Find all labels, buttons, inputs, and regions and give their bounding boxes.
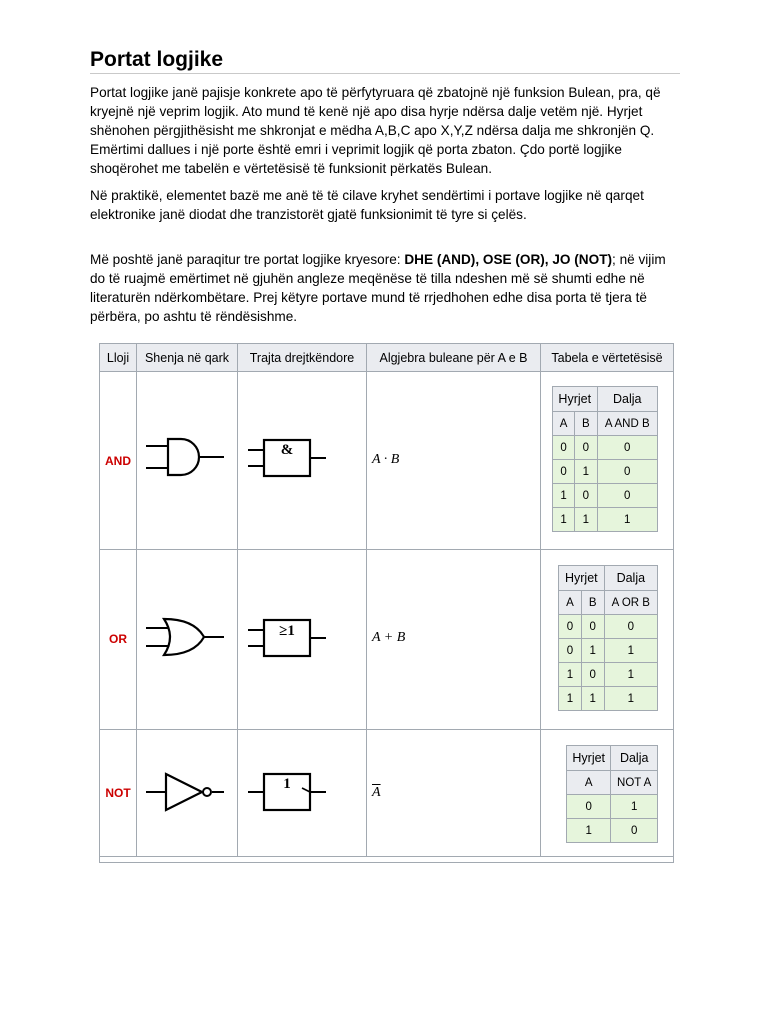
truth-col-out: A OR B [604,591,657,615]
paragraph-main-gates-end: ; në vijim do të ruajmë emërtimet në gjuhën angleze meqënëse të tilla ndeshen më së shumti edhe në literaturën ndërkombëtare. Prej këtyre portave mund të rrjedhohen edhe disa porta të tjera të përbëra, po ashtu të rëndësishme. [90,252,666,324]
gate-name-not: NOT [105,786,131,800]
truth-col-a: A [567,771,611,795]
and-gate-symbol-icon [144,436,234,486]
header-algebra: Algjebra buleane për A e B [367,344,540,372]
truth-cell: 1 [553,508,575,532]
page-title: Portat logjike [90,48,224,71]
truth-cell: 1 [567,819,611,843]
truth-col-out: A AND B [597,412,658,436]
paragraph-main-gates [90,250,682,326]
truth-inputs-header: Hyrjet [553,387,598,412]
gate-name-and: AND [105,454,131,468]
not-rect-label: 1 [283,776,291,792]
truth-cell: 0 [575,436,597,460]
truth-cell: 1 [611,795,658,819]
truth-inputs-header: Hyrjet [559,566,605,591]
truth-cell: 0 [597,436,658,460]
truth-col-a: A [559,591,582,615]
table-row [553,460,658,484]
table-row [567,819,658,843]
table-row [553,436,658,460]
column-divider [237,344,238,856]
truth-inputs-header: Hyrjet [567,746,611,771]
truth-cell: 0 [597,484,658,508]
header-type: Lloji [100,344,136,372]
column-divider [366,344,367,856]
truth-cell: 1 [581,687,604,711]
truth-cell: 1 [575,508,597,532]
table-row [559,663,658,687]
and-rect-label: & [280,442,294,458]
truth-cell: 1 [604,687,657,711]
header-circuit-symbol: Shenja në qark [137,344,237,372]
truth-cell: 0 [567,795,611,819]
table-row [553,508,658,532]
row-divider [100,856,673,857]
paragraph-intro: Portat logjike janë pajisje konkrete apo të përfytyruara që zbatojnë një funksion Bulean, pra, që kryejnë një veprim logjik. Ato mund të kenë një apo disa hyrje ndërsa dalje vetëm një. Hyrjet shënohen përgjithësisht me shkronjat e mëdha A,B,C apo X,Y,Z ndërsa dalja me shkronjën Q. Emërtimi dallues i një porte është emri i veprimit logjik që porta zbaton. Çdo portë logjike shoqërohet me tabelën e vërtetësisë të funksionit përkatës Bulean. [90,85,661,176]
truth-cell: 0 [553,436,575,460]
truth-cell: 0 [597,460,658,484]
gate-name-or: OR [109,632,127,646]
header-rect-shape: Trajta drejtkëndore [238,344,366,372]
not-expression: $\overline{A}$ [372,785,381,800]
not-gate-symbol-icon [144,770,234,820]
not-truth-table [566,745,658,843]
truth-cell: 1 [604,663,657,687]
truth-col-b: B [575,412,597,436]
truth-cell: 1 [604,639,657,663]
table-row [559,615,658,639]
or-expression: A + B [372,630,406,645]
truth-cell: 0 [559,615,582,639]
row-divider [100,729,673,730]
paragraph-main-gates-start: Më poshtë janë paraqitur tre portat logjike kryesore: [90,252,405,267]
or-gate-symbol-icon [144,616,234,666]
truth-cell: 1 [559,663,582,687]
truth-cell: 0 [553,460,575,484]
truth-cell: 1 [559,687,582,711]
truth-cell: 0 [575,484,597,508]
main-gates-names: DHE (AND), OSE (OR), JO (NOT) [404,252,613,267]
or-rect-label: ≥1 [279,623,295,639]
truth-cell: 0 [604,615,657,639]
row-divider [100,549,673,550]
paragraph-practice: Në praktikë, elementet bazë me anë të të cilave kryhet sendërtimi i portave logjike në qarqet elektronike janë diodat dhe tranzistorët gjatë funksionimit të tyre si çelës. [90,188,644,222]
truth-col-a: A [553,412,575,436]
truth-output-header: Dalja [611,746,658,771]
column-divider [540,344,541,856]
or-truth-table [558,565,658,711]
truth-output-header: Dalja [604,566,657,591]
and-expression: A · B [372,452,400,467]
truth-cell: 0 [581,615,604,639]
truth-cell: 0 [559,639,582,663]
table-row [553,484,658,508]
truth-cell: 1 [581,639,604,663]
truth-cell: 1 [575,460,597,484]
truth-col-b: B [581,591,604,615]
header-truth-table: Tabela e vërtetësisë [541,344,673,372]
table-row [559,687,658,711]
truth-cell: 0 [581,663,604,687]
table-row [559,639,658,663]
and-truth-table [552,386,658,532]
title-underline [90,73,680,74]
truth-output-header: Dalja [597,387,658,412]
logic-gates-table [99,343,674,863]
column-divider [136,344,137,856]
truth-cell: 1 [553,484,575,508]
table-row [567,795,658,819]
truth-cell: 0 [611,819,658,843]
truth-cell: 1 [597,508,658,532]
truth-col-out: NOT A [611,771,658,795]
